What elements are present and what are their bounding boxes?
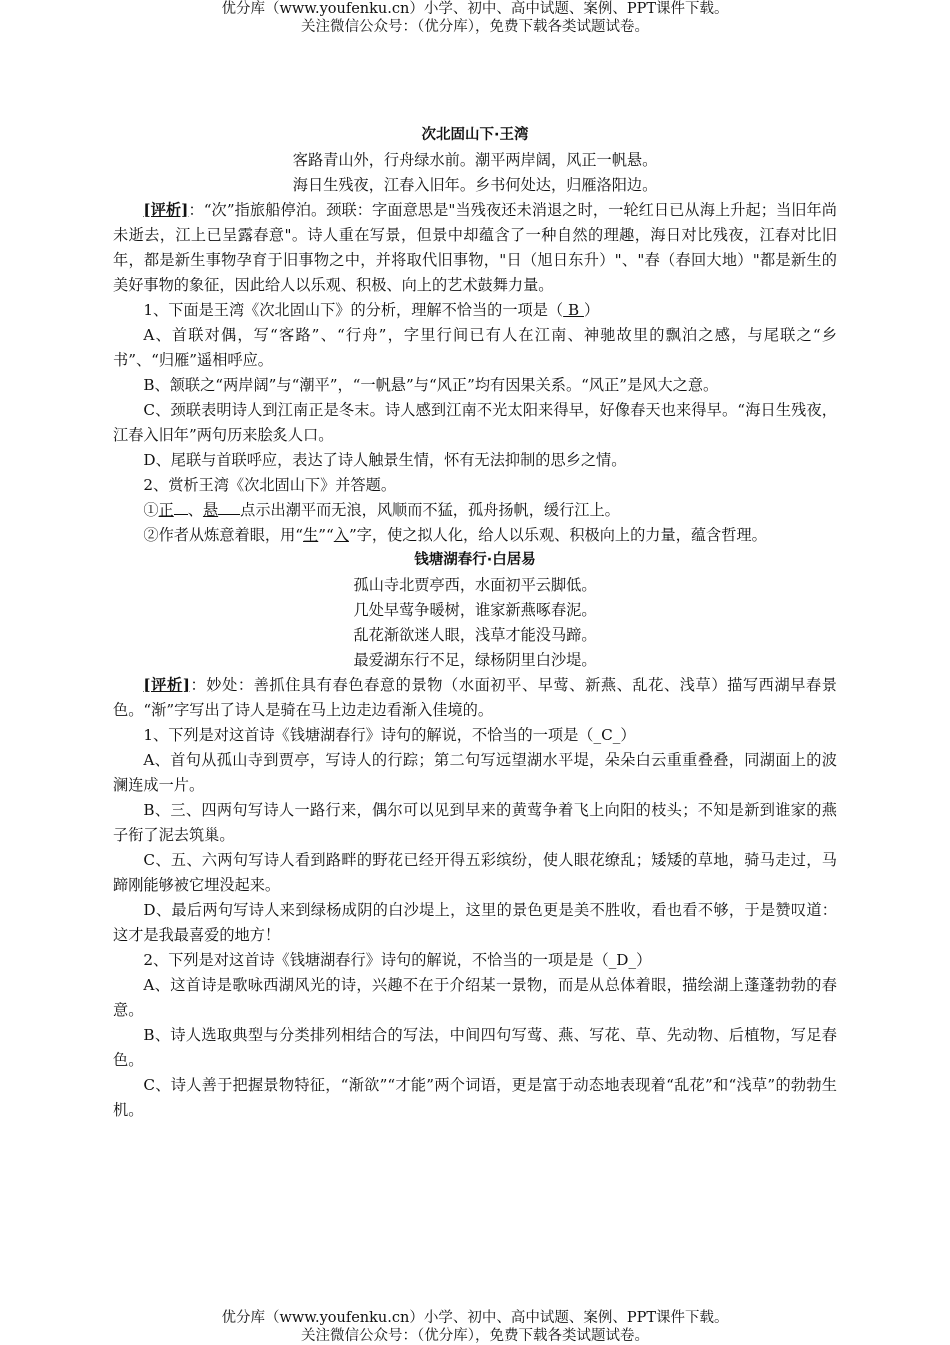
option: B、诗人选取典型与分类排列相结合的写法，中间四句写莺、燕、写花、草、先动物、后植物，写足春色。 [113,1026,837,1069]
poem1-q1 [113,298,837,323]
poem1-title: 次北固山下·王湾 [421,127,529,143]
header-line-2: 关注微信公众号：（优分库），免费下载各类试题试卷。 [301,19,649,35]
question-close: ） [636,951,652,969]
answer: _D_ [608,951,637,969]
answer-text: ②作者从炼意着眼，用“ [143,526,304,544]
answer: B [563,301,584,319]
poem2-q2 [113,948,837,973]
page-header [0,0,950,36]
poem1-q2-b [113,523,837,548]
option: C、颈联表明诗人到江南正是冬末。诗人感到江南不光太阳来得早，好像春天也来得早。“海日生残夜，江春入旧年”两句历来脍炙人口。 [113,401,837,444]
option: B、三、四两句写诗人一路行来，偶尔可以见到早来的黄莺争着飞上向阳的枝头；不知是新到谁家的燕子衔了泥去筑巢。 [113,801,837,844]
footer-line-1: 优分库（www.youfenku.cn）小学、初中、高中试题、案例、PPT课件下载。 [221,1310,729,1326]
option: A、这首诗是歌咏西湖风光的诗，兴趣不在于介绍某一景物，而是从总体着眼，描绘湖上蓬蓬勃勃的春意。 [113,976,837,1019]
poem1-q2: 2、赏析王湾《次北固山下》并答题。 [143,476,397,494]
option: C、诗人善于把握景物特征，“渐欲”“才能”两个词语，更是富于动态地表现着“乱花”和“浅草”的勃勃生机。 [113,1076,837,1119]
option: A、首联对偶，写“客路”、“行舟”，字里行间已有人在江南、神驰故里的飘泊之感，与尾联之“乡书”、“归雁”遥相呼应。 [113,326,837,369]
poem2-line: 几处早莺争暖树，谁家新燕啄春泥。 [353,601,597,619]
option: B、颔联之“两岸阔”与“潮平”，“一帆悬”与“风正”均有因果关系。“风正”是风大之意。 [143,376,719,394]
answer-text: ”字，使之拟人化，给人以乐观、积极向上的力量，蕴含哲理。 [348,526,767,544]
question-stem: 2、下列是对这首诗《钱塘湖春行》诗句的解说，不恰当的一项是是（ [143,951,609,969]
separator: 、 [187,501,203,519]
review-tag: [评析] [143,676,190,694]
option: A、首句从孤山寺到贾亭，写诗人的行踪；第二句写远望湖水平堤，朵朵白云重重叠叠，同湖面上的波澜连成一片。 [113,751,837,794]
question-close: ） [620,726,636,744]
poem1-line: 海日生残夜，江春入旧年。乡书何处达，归雁洛阳边。 [292,176,658,194]
page-footer [0,1309,950,1345]
question-close: ） [583,301,600,319]
poem1-line: 客路青山外，行舟绿水前。潮平两岸阔，风正一帆悬。 [292,151,658,169]
review-text: ：“次”指旅船停泊。颈联：字面意思是"当残夜还未消退之时，一轮红日已从海上升起；当旧年尚未逝去，江上已呈露春意"。诗人重在写景，但景中却蕴含了一种自然的理趣，海日对比残夜，江春对比旧年，都是新生事物孕育于旧事物之中，并将取代旧事物，"日（旭日东升）"、"春（春回大地）"都是新生的美好事物的象征，因此给人以乐观、积极、向上的艺术鼓舞力量。 [113,201,837,294]
answer-word: 正 [158,501,174,519]
poem1-review [113,198,837,298]
option: D、最后两句写诗人来到绿杨成阴的白沙堤上，这里的景色更是美不胜收，看也看不够，于是赞叹道：这才是我最喜爱的地方！ [113,901,837,944]
poem2-line: 乱花渐欲迷人眼，浅草才能没马蹄。 [353,626,597,644]
document-body [113,123,837,1123]
header-line-1: 优分库（www.youfenku.cn）小学、初中、高中试题、案例、PPT课件下载。 [221,1,729,17]
answer-text: ”“ [318,526,334,544]
answer: _C_ [593,726,621,744]
poem1-q2-a [113,498,837,523]
poem2-line: 孤山寺北贾亭西，水面初平云脚低。 [353,576,597,594]
option: C、五、六两句写诗人看到路畔的野花已经开得五彩缤纷，使人眼花缭乱；矮矮的草地，骑马走过，马蹄刚能够被它埋没起来。 [113,851,837,894]
question-stem: 1、下列是对这首诗《钱塘湖春行》诗句的解说，不恰当的一项是（ [143,726,594,744]
review-tag: [评析] [143,201,189,219]
answer-word: 入 [333,526,349,544]
poem2-line: 最爱湖东行不足，绿杨阴里白沙堤。 [353,651,597,669]
option: D、尾联与首联呼应，表达了诗人触景生情，怀有无法抑制的思乡之情。 [143,451,627,469]
poem2-title: 钱塘湖春行·白居易 [414,552,536,568]
review-text: ：妙处：善抓住具有春色春意的景物（水面初平、早莺、新燕、乱花、浅草）描写西湖早春景色。“渐”字写出了诗人是骑在马上边走边看渐入佳境的。 [113,676,837,719]
answer-word: 生 [303,526,319,544]
item-number: ① [143,501,159,519]
answer-word: 悬 [202,501,219,519]
question-stem: 1、下面是王湾《次北固山下》的分析，理解不恰当的一项是（ [143,301,564,319]
poem2-q1 [113,723,837,748]
answer-text: 点示出潮平而无浪，风顺而不猛，孤舟扬帆，缓行江上。 [240,501,620,519]
poem2-review [113,673,837,723]
footer-line-2: 关注微信公众号：（优分库），免费下载各类试题试卷。 [301,1328,649,1344]
